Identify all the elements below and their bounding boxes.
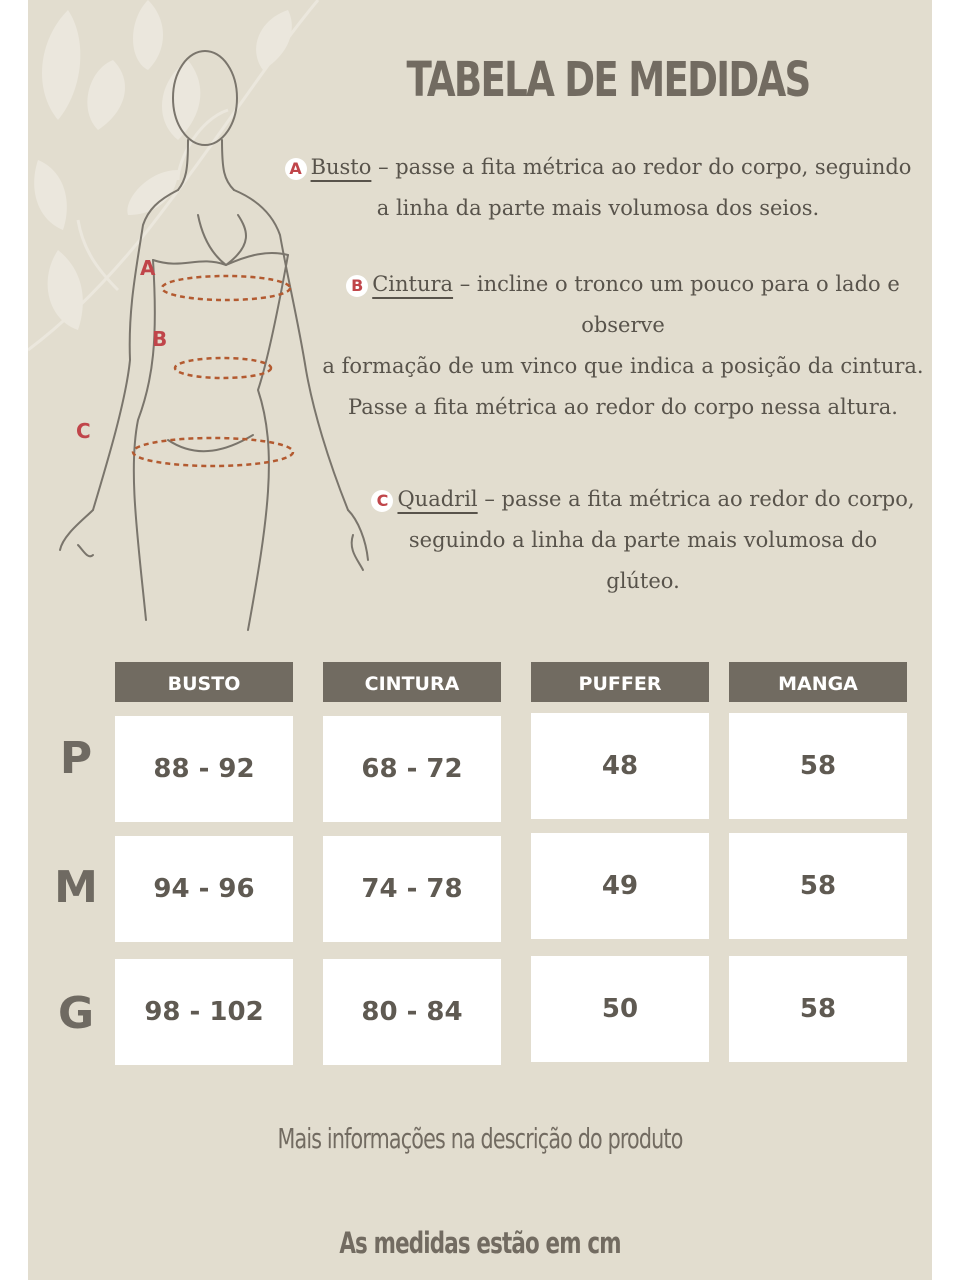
size-label-p: P bbox=[59, 733, 93, 784]
instruction-cintura bbox=[318, 264, 928, 428]
marker-c: C bbox=[371, 490, 393, 512]
table-cell: 48 bbox=[531, 713, 709, 819]
instruction-quadril bbox=[358, 479, 928, 602]
table-cell: 58 bbox=[729, 833, 907, 939]
table-cell: 49 bbox=[531, 833, 709, 939]
instruction-busto bbox=[268, 147, 928, 229]
header-busto: BUSTO bbox=[115, 662, 293, 702]
cintura-line-3: a formação de um vinco que indica a posição da cintura. bbox=[322, 354, 924, 378]
figure-label-b: B bbox=[152, 327, 168, 351]
table-cell: 74 - 78 bbox=[323, 836, 501, 942]
quadril-line-3: glúteo. bbox=[606, 569, 680, 593]
table-cell: 94 - 96 bbox=[115, 836, 293, 942]
table-cell: 88 - 92 bbox=[115, 716, 293, 822]
cintura-line-4: Passe a fita métrica ao redor do corpo nessa altura. bbox=[348, 395, 898, 419]
size-chart-panel bbox=[28, 0, 932, 1280]
cintura-line-2: observe bbox=[581, 313, 665, 337]
size-label-g: G bbox=[57, 988, 95, 1039]
term-busto: Busto bbox=[310, 155, 372, 179]
cintura-line-1: – incline o tronco um pouco para o lado e bbox=[453, 272, 900, 296]
quadril-line-1: – passe a fita métrica ao redor do corpo, bbox=[477, 487, 915, 511]
units-note: As medidas estão em cm bbox=[339, 1226, 621, 1260]
header-manga: MANGA bbox=[729, 662, 907, 702]
figure-label-a: A bbox=[140, 256, 156, 280]
more-info-note: Mais informações na descrição do produto bbox=[277, 1122, 683, 1155]
table-cell: 58 bbox=[729, 956, 907, 1062]
quadril-line-2: seguindo a linha da parte mais volumosa do bbox=[408, 528, 878, 552]
term-cintura: Cintura bbox=[372, 272, 454, 296]
table-cell: 58 bbox=[729, 713, 907, 819]
busto-line-1: – passe a fita métrica ao redor do corpo, seguindo bbox=[371, 155, 912, 179]
header-cintura: CINTURA bbox=[323, 662, 501, 702]
busto-line-2: a linha da parte mais volumosa dos seios. bbox=[376, 196, 820, 220]
table-cell: 68 - 72 bbox=[323, 716, 501, 822]
size-label-m: M bbox=[54, 862, 98, 913]
header-puffer: PUFFER bbox=[531, 662, 709, 702]
figure-label-c: C bbox=[76, 419, 91, 443]
table-cell: 80 - 84 bbox=[323, 959, 501, 1065]
term-quadril: Quadril bbox=[397, 487, 478, 511]
table-cell: 98 - 102 bbox=[115, 959, 293, 1065]
marker-a: A bbox=[285, 158, 307, 180]
page-title: TABELA DE MEDIDAS bbox=[406, 52, 810, 108]
table-cell: 50 bbox=[531, 956, 709, 1062]
marker-b: B bbox=[346, 275, 368, 297]
